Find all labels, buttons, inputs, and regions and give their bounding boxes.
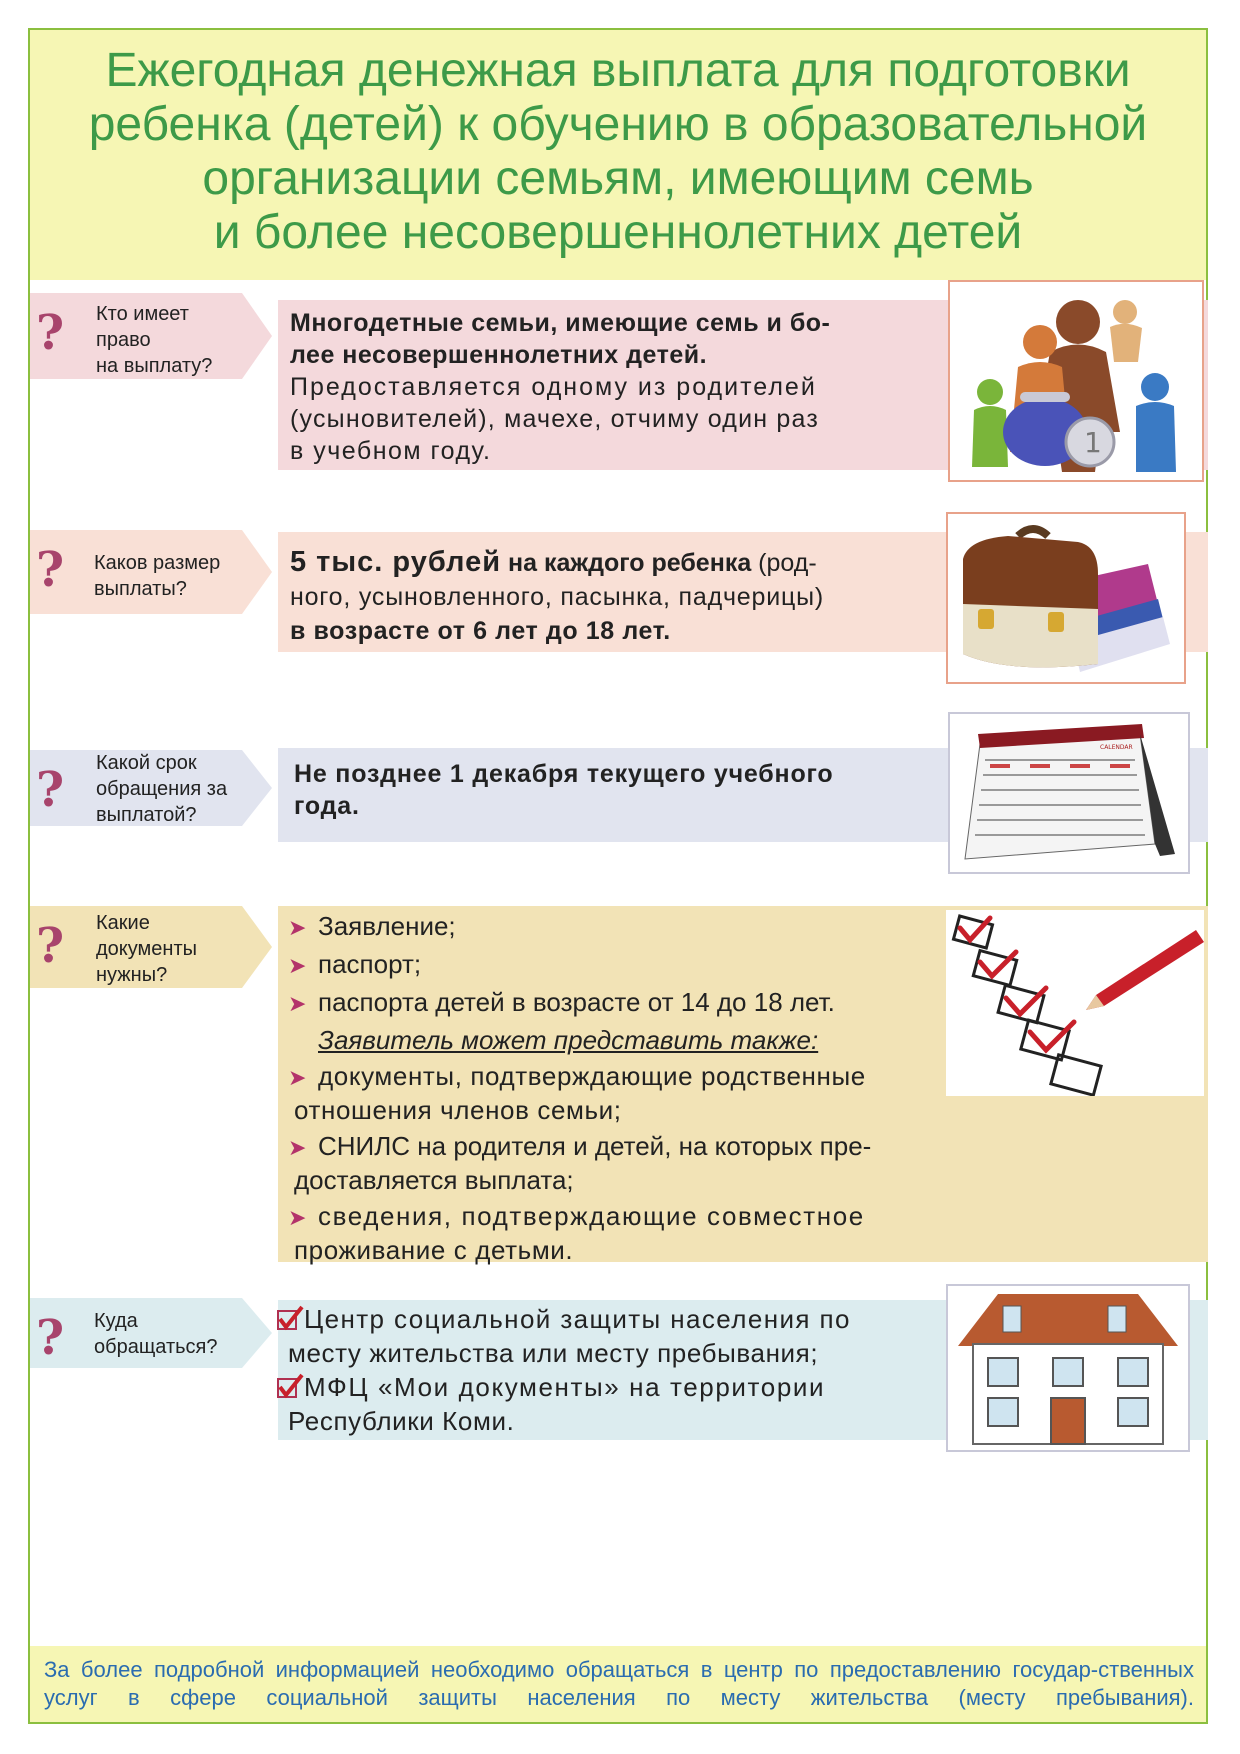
answer-line: в учебном году. [290, 437, 492, 465]
arrow-bullet-icon: ➤ [288, 1135, 307, 1160]
list-item: ➤ паспорт; [288, 946, 948, 984]
header [30, 30, 1206, 280]
question-mark-icon: ? [36, 918, 65, 974]
answer-line: (усыновителей), мачехе, отчиму один раз [290, 405, 819, 433]
question-line: Какой срок [96, 752, 197, 774]
list-item: Центр социальной защиты населения по месту жительства или месту пребывания; [276, 1302, 941, 1370]
checklist-illustration [944, 908, 1206, 1098]
footer [30, 1646, 1206, 1722]
page-title [30, 44, 1206, 260]
answer-documents [288, 908, 948, 1266]
calendar-illustration [948, 712, 1190, 874]
amount-bold: на каждого ребенка [501, 549, 752, 577]
title-line: и более несовершеннолетних детей [213, 206, 1023, 259]
question-amount [30, 530, 272, 614]
question-line: Какие [96, 912, 150, 934]
list-item: ➤ Заявление; [288, 908, 948, 946]
list-item: ➤ документы, подтверждающие родственные отношения членов семьи; [288, 1061, 866, 1125]
question-line: Каков размер [94, 552, 221, 574]
answer-where [276, 1302, 941, 1438]
title-line: ребенка (детей) к обучению в образовательной [88, 98, 1148, 151]
arrow-bullet-icon: ➤ [288, 991, 307, 1016]
list-item: ➤ СНИЛС на родителя и детей, на которых пре- доставляется выплата; [288, 1131, 872, 1195]
question-line: право [96, 329, 151, 351]
arrow-bullet-icon: ➤ [288, 915, 307, 940]
answer-bold-line: Многодетные семьи, имеющие семь и бо- [290, 309, 831, 337]
question-line: выплаты? [94, 578, 187, 600]
question-line: обращаться? [94, 1336, 218, 1358]
answer-deadline [294, 758, 939, 822]
family-illustration [948, 280, 1204, 482]
question-deadline [30, 750, 272, 834]
question-mark-icon: ? [36, 542, 65, 598]
arrow-bullet-icon: ➤ [288, 1205, 309, 1230]
also-label: Заявитель может представить также: [318, 1025, 819, 1055]
answer-bold-line: лее несовершеннолетних детей. [290, 341, 708, 369]
amount-value: 5 тыс. рублей [290, 546, 502, 578]
question-line: выплатой? [96, 804, 197, 826]
answer-line: ного, усыновленного, пасынка, падчерицы) [290, 583, 824, 611]
answer-bold-line: в возрасте от 6 лет до 18 лет. [290, 617, 671, 645]
arrow-bullet-icon: ➤ [288, 1065, 308, 1090]
title-line: организации семьям, имеющим семь [202, 152, 1034, 205]
house-illustration [946, 1284, 1190, 1452]
question-line: нужны? [96, 964, 168, 986]
answer-amount [290, 545, 935, 648]
title-line: Ежегодная денежная выплата для подготовки [105, 44, 1131, 97]
checkmark-icon [276, 1373, 304, 1399]
arrow-bullet-icon: ➤ [288, 953, 307, 978]
question-line: обращения за [96, 778, 228, 800]
svg-text:1: 1 [1084, 426, 1102, 459]
question-mark-icon: ? [36, 1310, 65, 1366]
answer-bold-line: Не позднее 1 декабря текущего учебного [294, 760, 834, 788]
question-line: на выплату? [96, 355, 213, 377]
question-mark-icon: ? [36, 762, 65, 818]
list-item: ➤ паспорта детей в возрасте от 14 до 18 лет. [288, 984, 948, 1022]
answer-bold-line: года. [294, 792, 360, 820]
checkmark-icon [276, 1305, 304, 1331]
question-where [30, 1298, 272, 1382]
question-who [30, 293, 272, 377]
answer-line: Предоставляется одному из родителей [290, 373, 817, 401]
list-item: ➤ сведения, подтверждающие совместное проживание с детьми. [288, 1201, 865, 1265]
question-line: документы [96, 938, 197, 960]
question-line: Кто имеет [96, 303, 189, 325]
amount-text: (род- [751, 549, 817, 577]
briefcase-illustration [946, 512, 1186, 684]
calendar-label: CALENDAR [1100, 744, 1133, 751]
footer-text: За более подробной информацией необходимо обращаться в центр по предоставлению государ-ственных услуг в сфере социальной защиты населения по месту жительства (месту пребывания). [44, 1657, 1194, 1710]
list-item: МФЦ «Мои документы» на территории Республики Коми. [276, 1370, 941, 1438]
answer-who [290, 307, 935, 467]
question-line: Куда [94, 1310, 138, 1332]
question-documents [30, 906, 272, 990]
question-mark-icon: ? [36, 305, 65, 361]
